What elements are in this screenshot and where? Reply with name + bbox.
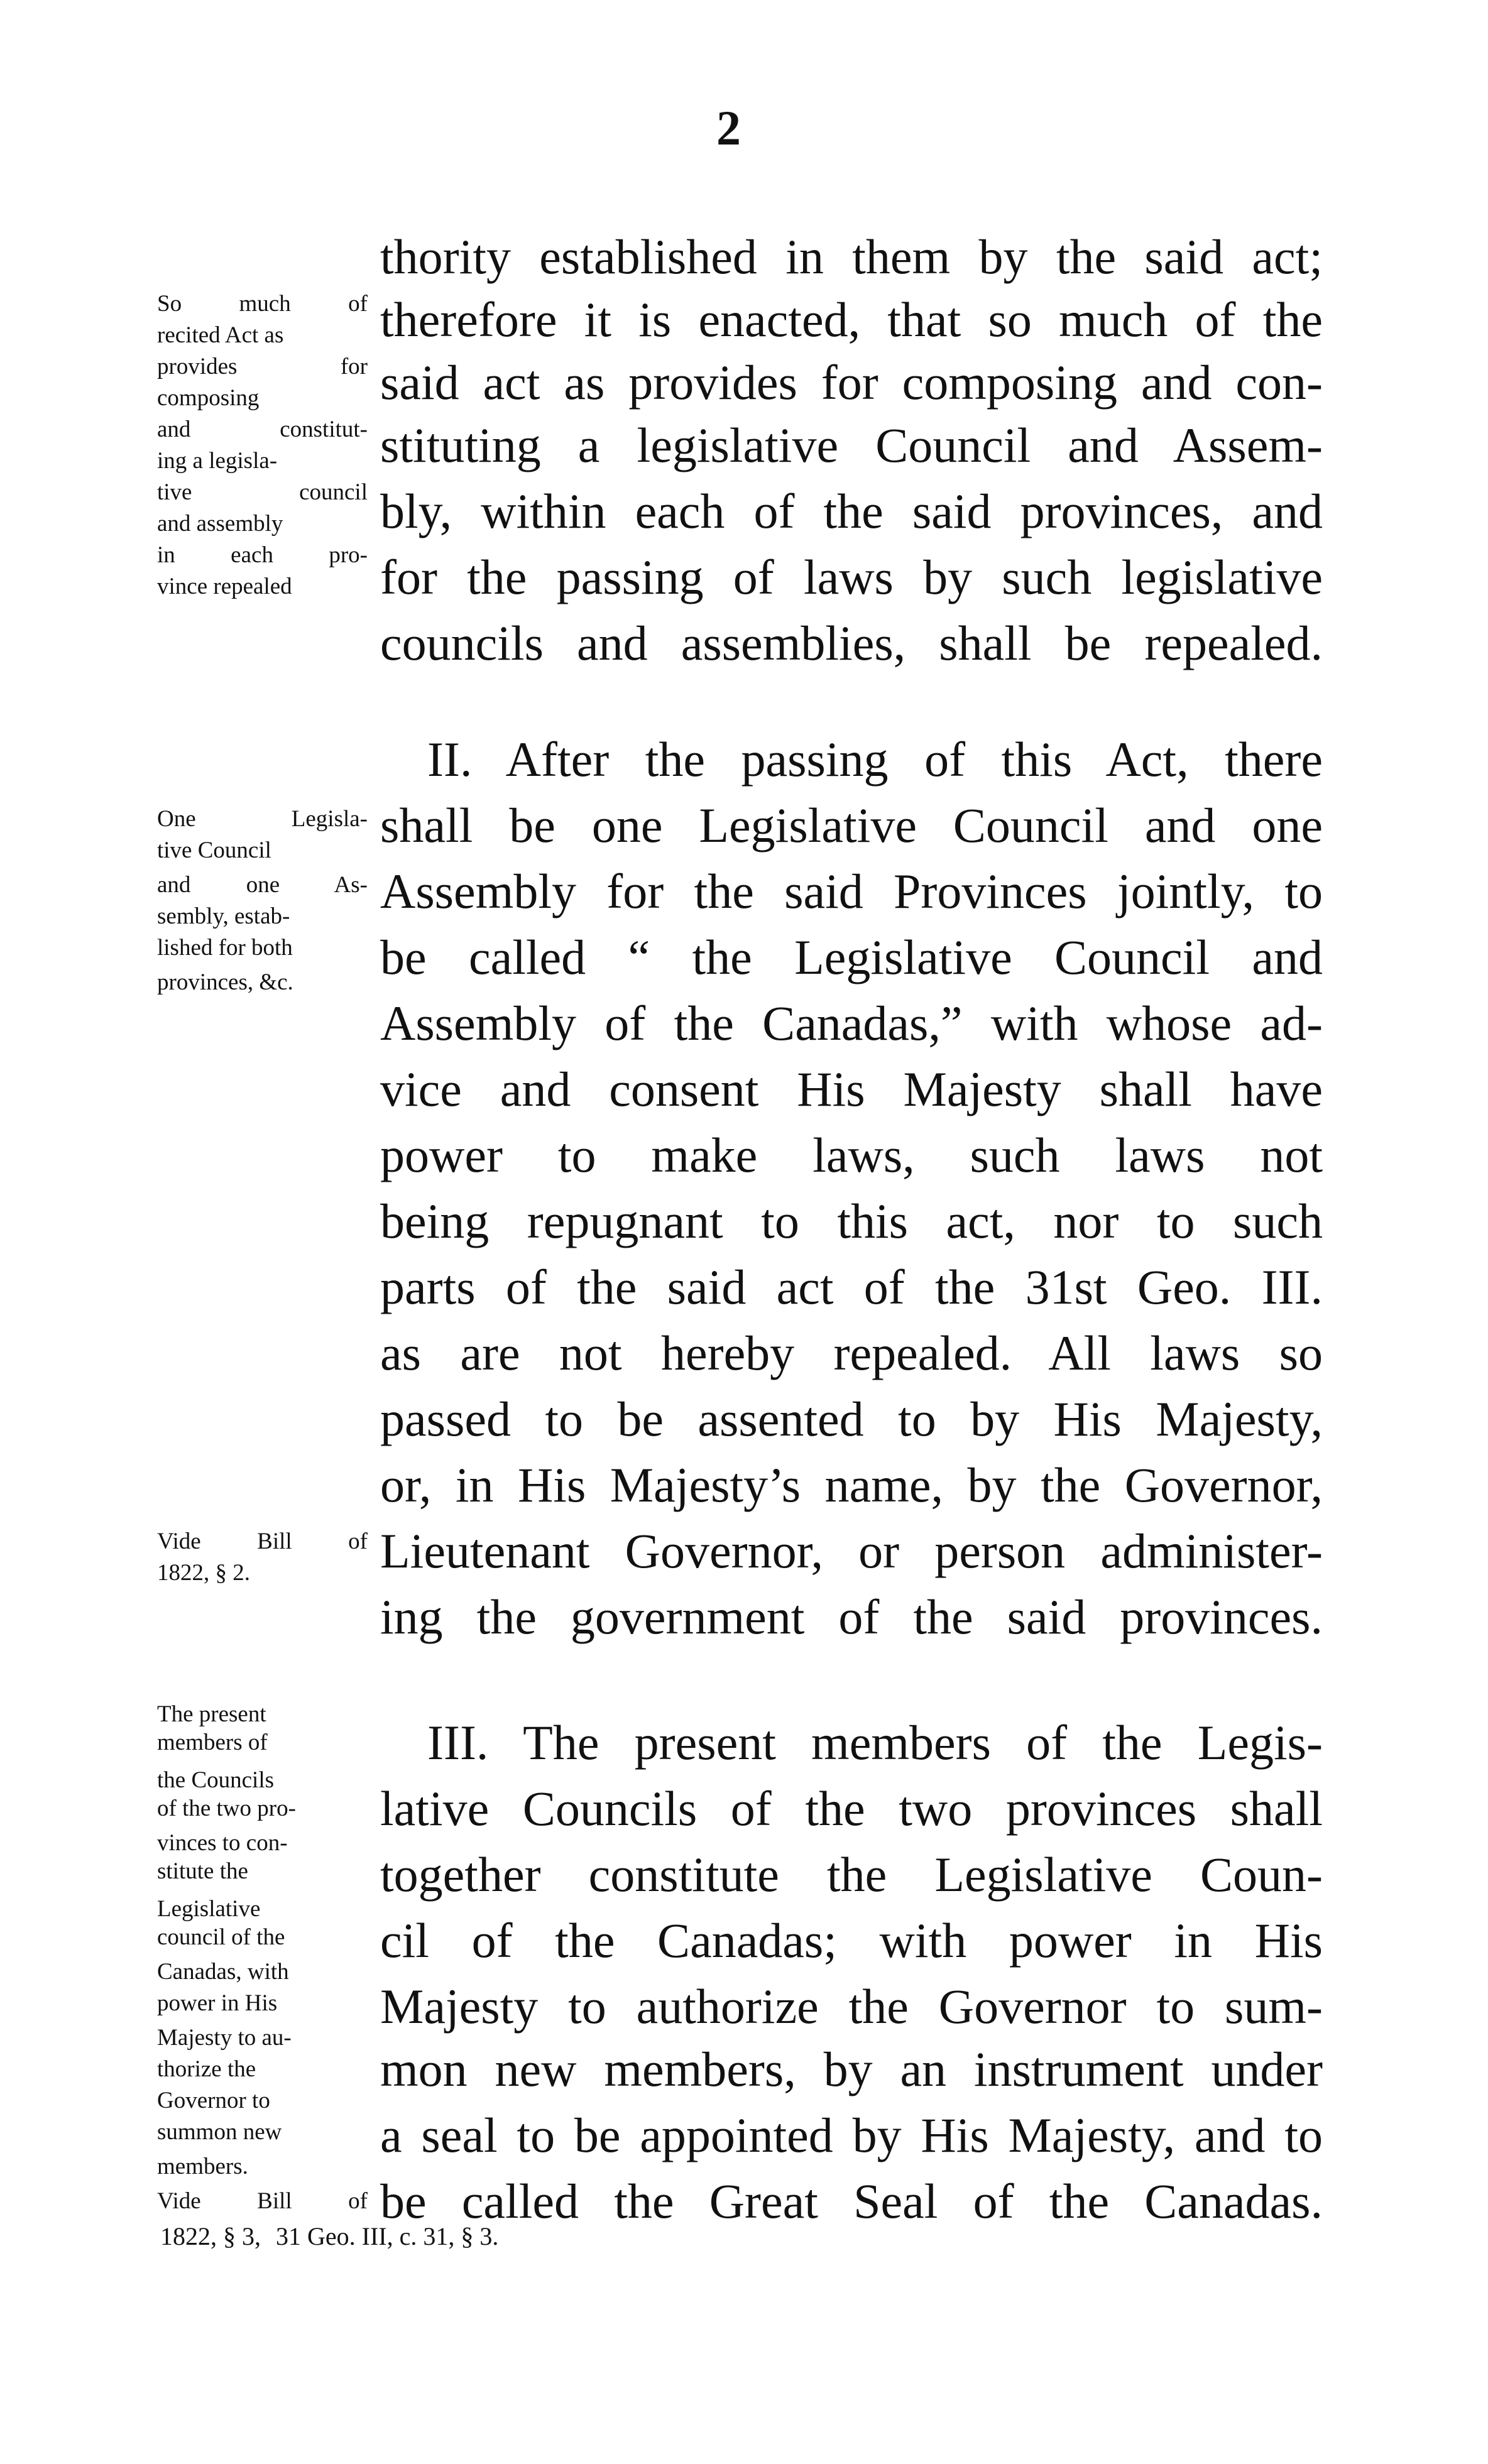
note-line: Canadas, with: [157, 1959, 289, 1985]
note-line: and one As-: [157, 872, 368, 898]
note-line: of the two pro-: [157, 1796, 296, 1821]
text-line: vice and consent His Majesty shall have: [380, 1062, 1323, 1116]
text-line: be called “ the Legislative Council and: [380, 930, 1323, 984]
section-ii-heading-line: II. After the passing of this Act, there: [427, 732, 1323, 787]
note-line: thorize the: [157, 2056, 256, 2082]
note-line: ing a legisla-: [157, 448, 278, 474]
text-line: said act as provides for composing and con-: [380, 355, 1323, 410]
note-line: in each pro-: [157, 542, 368, 568]
text-line: Assembly for the said Provinces jointly, to: [380, 864, 1323, 919]
text-line: therefore it is enacted, that so much of the: [380, 292, 1323, 347]
note-line: lished for both: [157, 935, 293, 961]
note-line: and assembly: [157, 511, 283, 537]
note-line: 1822, § 2.: [157, 1560, 250, 1586]
note-line: Majesty to au-: [157, 2025, 292, 2051]
text-line: mon new members, by an instrument under: [380, 2042, 1323, 2096]
text-line: shall be one Legislative Council and one: [380, 798, 1323, 853]
note-line: Legislative: [157, 1896, 261, 1922]
text-line: for the passing of laws by such legislative: [380, 550, 1323, 604]
note-line: and constitut-: [157, 417, 368, 442]
text-line: as are not hereby repealed. All laws so: [380, 1326, 1323, 1380]
note-line: The present: [157, 1701, 266, 1727]
text-line: passed to be assented to by His Majesty,: [380, 1392, 1323, 1446]
note-line: members of: [157, 1730, 268, 1755]
note-line: the Councils: [157, 1767, 275, 1793]
note-line: Vide Bill of: [157, 1529, 368, 1554]
note-line: So much of: [157, 291, 368, 317]
note-line: Governor to: [157, 2088, 270, 2113]
text-line: being repugnant to this act, nor to such: [380, 1194, 1323, 1248]
note-line: vinces to con-: [157, 1830, 288, 1856]
note-line: tive Council: [157, 837, 271, 863]
note-line: vince repealed: [157, 574, 292, 599]
text-line: cil of the Canadas; with power in His: [380, 1913, 1323, 1968]
text-line: be called the Great Seal of the Canadas.: [380, 2174, 1323, 2228]
note-line: power in His: [157, 1990, 278, 2016]
note-line: tive council: [157, 479, 368, 505]
note-line: recited Act as: [157, 322, 284, 348]
text-line: thority established in them by the said act;: [380, 229, 1323, 284]
footer-citation-left: 1822, § 3,: [160, 2222, 261, 2250]
text-line: ing the government of the said provinces.: [380, 1589, 1323, 1644]
page-number: 2: [716, 101, 741, 155]
text-line: Lieutenant Governor, or person administer-: [380, 1524, 1323, 1578]
text-line: lative Councils of the two provinces shall: [380, 1781, 1323, 1836]
text-line: or, in His Majesty’s name, by the Governor,: [380, 1458, 1323, 1512]
text-line: stituting a legislative Council and Assem-: [380, 418, 1323, 472]
footer-citation: [160, 2224, 498, 2249]
note-line: Vide Bill of: [157, 2188, 368, 2214]
section-iii-heading-line: III. The present members of the Legis-: [427, 1715, 1323, 1770]
text-line: parts of the said act of the 31st Geo. III.: [380, 1260, 1323, 1314]
text-line: together constitute the Legislative Coun-: [380, 1847, 1323, 1902]
note-line: One Legisla-: [157, 806, 368, 832]
note-line: summon new: [157, 2119, 282, 2145]
note-line: council of the: [157, 1924, 285, 1950]
note-line: provinces, &c.: [157, 969, 293, 995]
text-line: Majesty to authorize the Governor to sum-: [380, 1979, 1323, 2034]
text-line: councils and assemblies, shall be repealed.: [380, 616, 1323, 670]
note-line: members.: [157, 2154, 248, 2179]
text-line: a seal to be appointed by His Majesty, and to: [380, 2108, 1323, 2162]
note-line: provides for: [157, 354, 368, 379]
text-line: power to make laws, such laws not: [380, 1128, 1323, 1182]
text-line: bly, within each of the said provinces, and: [380, 484, 1323, 538]
text-line: Assembly of the Canadas,” with whose ad-: [380, 996, 1323, 1050]
footer-citation-right: 31 Geo. III, c. 31, § 3.: [276, 2222, 499, 2250]
note-line: composing: [157, 385, 260, 411]
note-line: sembly, estab-: [157, 903, 290, 929]
note-line: stitute the: [157, 1858, 248, 1884]
